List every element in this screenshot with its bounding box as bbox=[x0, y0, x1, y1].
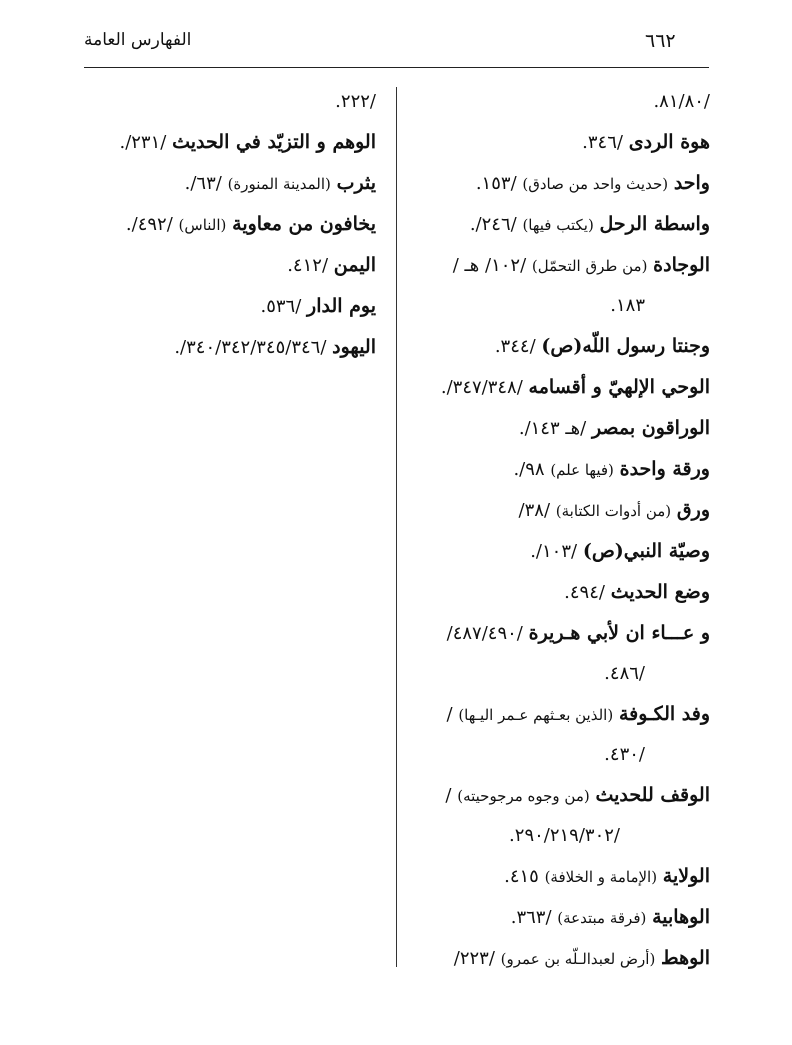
entry-term: يوم الدار bbox=[307, 295, 376, 317]
index-entry bbox=[410, 449, 710, 490]
entry-pages: /٣٤٠/٣٤٢/٣٤٥/٣٤٦/. bbox=[174, 337, 327, 358]
right-index-column bbox=[410, 82, 710, 979]
entry-term: واحد bbox=[673, 172, 710, 194]
index-entry bbox=[410, 572, 710, 613]
index-entry bbox=[410, 204, 710, 245]
entry-pages: ٤١٥. bbox=[504, 866, 539, 887]
index-entry bbox=[84, 122, 376, 163]
entry-pages: /٢٢٢. bbox=[335, 91, 376, 112]
header-rule bbox=[84, 67, 709, 68]
index-entry bbox=[410, 122, 710, 163]
index-entry bbox=[410, 490, 710, 531]
entry-pages: /٦٣/. bbox=[184, 173, 222, 194]
entry-pages: /٤٩٤. bbox=[564, 582, 605, 603]
index-entry bbox=[410, 856, 710, 897]
entry-pages: /٣٤٦. bbox=[582, 132, 623, 153]
entry-note: (الذين بعـثهم عـمر اليـها) bbox=[458, 706, 614, 724]
entry-pages: /٢٢٣/ bbox=[453, 948, 495, 969]
entry-term: ورق bbox=[676, 499, 710, 521]
entry-pages: /٨١/٨٠. bbox=[653, 91, 710, 112]
entry-pages: /٤٩٢/. bbox=[125, 214, 173, 235]
running-title: الفهارس العامة bbox=[84, 30, 192, 50]
entry-pages: /٤٨٦. bbox=[604, 663, 645, 684]
entry-pages: ١٨٣. bbox=[610, 295, 645, 316]
index-entry bbox=[410, 163, 710, 204]
index-entry bbox=[410, 531, 710, 572]
column-divider bbox=[396, 87, 397, 967]
entry-term: الوهط bbox=[661, 947, 710, 969]
entry-pages: ٩٨/. bbox=[513, 459, 545, 480]
entry-pages: /٢٩٠/٢١٩/٣٠٢. bbox=[509, 825, 620, 846]
entry-note: (من طرق التحمّل) bbox=[531, 257, 648, 275]
entry-term: الوراقون بمصر bbox=[591, 417, 710, 439]
entry-term: الولاية bbox=[662, 865, 710, 887]
entry-term: الوحي الإلهيّ و أقسامه bbox=[528, 376, 710, 398]
entry-note: (حديث واحد من صادق) bbox=[522, 175, 669, 193]
entry-note: (فرقة مبتدعة) bbox=[557, 909, 647, 927]
entry-pages: /هـ ١٤٣/. bbox=[518, 418, 587, 439]
entry-pages: /٣٤٤. bbox=[494, 336, 536, 357]
entry-term: وصيّة النبي(ص) bbox=[582, 540, 710, 562]
index-entry bbox=[410, 286, 710, 326]
entry-pages: /٣٤٧/٣٤٨/. bbox=[440, 377, 523, 398]
left-index-column bbox=[84, 82, 376, 368]
entry-term: اليمن bbox=[333, 254, 376, 276]
index-entry bbox=[410, 694, 710, 735]
index-entry bbox=[84, 327, 376, 368]
entry-note: (فيها علم) bbox=[550, 461, 614, 479]
index-entry bbox=[410, 938, 710, 979]
entry-term: و عـــاء ان لأبي هـريرة bbox=[528, 622, 710, 644]
index-entry bbox=[84, 204, 376, 245]
entry-term: الوهم و التزيّد في الحديث bbox=[172, 131, 376, 153]
index-entry bbox=[410, 775, 710, 816]
index-entry bbox=[410, 408, 710, 449]
index-entry bbox=[84, 245, 376, 286]
entry-pages: /٥٣٦. bbox=[260, 296, 302, 317]
index-entry bbox=[410, 82, 710, 122]
entry-note: (من وجوه مرجوحيته) bbox=[457, 787, 590, 805]
entry-pages: /١٠٣/. bbox=[530, 541, 578, 562]
entry-term: واسطة الرحل bbox=[599, 213, 710, 235]
entry-pages: / bbox=[445, 785, 452, 806]
entry-note: (يكتب فيها) bbox=[522, 216, 594, 234]
entry-pages: /١٥٣. bbox=[475, 173, 517, 194]
index-entry bbox=[84, 82, 376, 122]
entry-note: (الإمامة و الخلافة) bbox=[544, 868, 658, 886]
entry-term: اليهود bbox=[332, 336, 376, 358]
entry-pages: /٣٦٣. bbox=[510, 907, 552, 928]
entry-term: يثرب bbox=[336, 172, 376, 194]
page-number: ٦٦٢ bbox=[645, 30, 676, 52]
index-entry bbox=[410, 326, 710, 367]
entry-pages: /٤٣٠. bbox=[604, 744, 645, 765]
entry-note: (الناس) bbox=[178, 216, 227, 234]
entry-term: الوجادة bbox=[653, 254, 710, 276]
entry-note: (أرض لعبدالـلّه بن عمرو) bbox=[500, 950, 656, 968]
entry-pages: /٢٣١/. bbox=[119, 132, 167, 153]
entry-note: (المدينة المنورة) bbox=[227, 175, 331, 193]
entry-term: وضع الحديث bbox=[610, 581, 710, 603]
entry-term: الوقف للحديث bbox=[595, 784, 710, 806]
entry-term: ورقة واحدة bbox=[619, 458, 710, 480]
entry-term: وفد الكـوفة bbox=[618, 703, 710, 725]
entry-pages: / bbox=[446, 704, 453, 725]
entry-pages: /٤١٢. bbox=[287, 255, 329, 276]
entry-pages: /٢٤٦/. bbox=[469, 214, 517, 235]
entry-pages: /٣٨/ bbox=[518, 500, 551, 521]
index-entry bbox=[410, 735, 710, 775]
entry-term: وجنتا رسول اللّه(ص) bbox=[541, 335, 710, 357]
index-entry bbox=[410, 367, 710, 408]
index-entry bbox=[84, 163, 376, 204]
index-entry bbox=[410, 613, 710, 654]
entry-term: الوهابية bbox=[652, 906, 710, 928]
index-entry bbox=[410, 654, 710, 694]
entry-term: يخافون من معاوية bbox=[232, 213, 376, 235]
index-entry bbox=[410, 245, 710, 286]
index-entry bbox=[84, 286, 376, 327]
entry-note: (من أدوات الكتابة) bbox=[555, 502, 672, 520]
index-entry bbox=[410, 816, 710, 856]
entry-term: هوة الردى bbox=[628, 131, 710, 153]
index-entry bbox=[410, 897, 710, 938]
entry-pages: /١٠٢/ هـ / bbox=[452, 255, 527, 276]
entry-pages: /٤٨٧/٤٩٠/ bbox=[446, 623, 523, 644]
